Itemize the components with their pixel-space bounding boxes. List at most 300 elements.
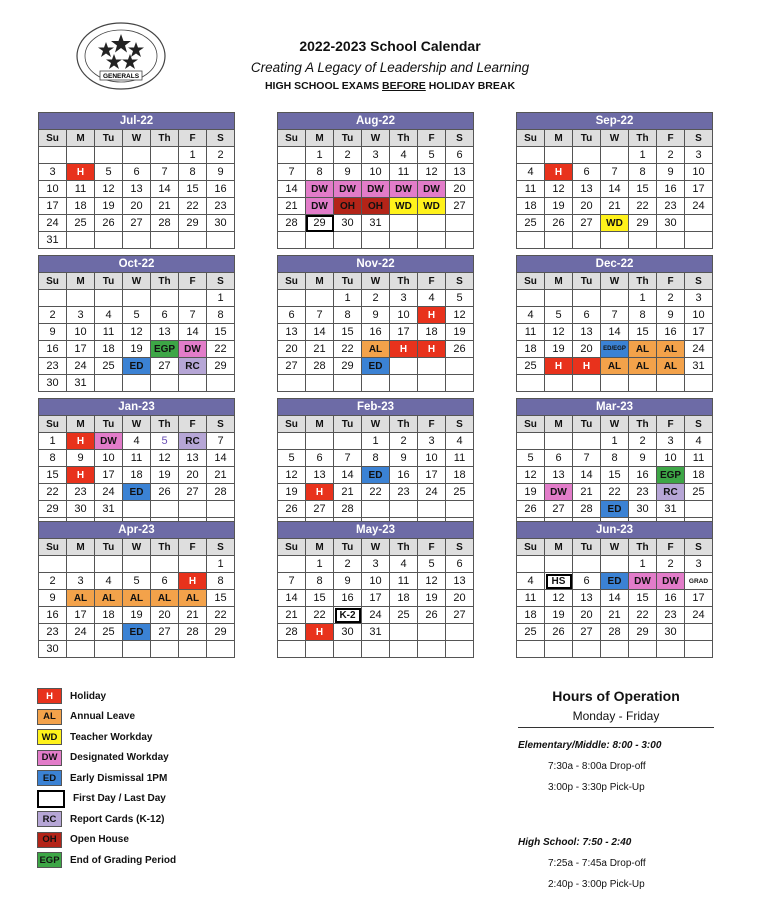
calendar-day: 18 <box>446 467 474 484</box>
calendar-day: 27 <box>446 198 474 215</box>
legend-item <box>37 727 176 748</box>
calendar-day: 7 <box>151 164 179 181</box>
calendar-empty-cell <box>123 375 151 392</box>
calendar-day: 7 <box>334 450 362 467</box>
calendar-day: 28 <box>151 215 179 232</box>
calendar-day: 8 <box>207 307 235 324</box>
calendar-day: 5 <box>418 556 446 573</box>
calendar-day: 14 <box>334 467 362 484</box>
legend-swatch: EGP <box>37 852 62 868</box>
calendar-day-h: H <box>545 358 573 375</box>
calendar-day-dw: DW <box>362 181 390 198</box>
calendar-day: 12 <box>545 324 573 341</box>
calendar-empty-cell <box>545 147 573 164</box>
calendar-day: 23 <box>657 607 685 624</box>
calendar-empty-cell <box>306 641 334 658</box>
calendar-day: 4 <box>418 290 446 307</box>
calendar-day: 27 <box>278 358 306 375</box>
calendar-day-dw: DW <box>95 433 123 450</box>
calendar-day: 21 <box>278 607 306 624</box>
calendar-day: 4 <box>517 164 545 181</box>
calendar-day: 30 <box>657 215 685 232</box>
calendar-empty-cell <box>151 641 179 658</box>
calendar-day-ed: ED <box>123 484 151 501</box>
weekday-label: S <box>685 416 713 433</box>
calendar-day-h: H <box>573 358 601 375</box>
calendar-empty-cell <box>67 232 95 249</box>
calendar-day: 17 <box>39 198 67 215</box>
calendar-day: 8 <box>629 164 657 181</box>
calendar-day: 29 <box>39 501 67 518</box>
calendar-empty-cell <box>362 375 390 392</box>
calendar-empty-cell <box>151 232 179 249</box>
calendar-day: 6 <box>446 147 474 164</box>
calendar-day: 21 <box>207 467 235 484</box>
month-title: Oct-22 <box>39 256 235 273</box>
legend-label: Holiday <box>70 690 107 702</box>
calendar-day: 24 <box>418 484 446 501</box>
calendar-day: 21 <box>306 341 334 358</box>
weekday-label: Tu <box>334 273 362 290</box>
month-title: Aug-22 <box>278 113 474 130</box>
calendar-empty-cell <box>418 501 446 518</box>
weekday-label: Su <box>278 273 306 290</box>
calendar-day: 31 <box>657 501 685 518</box>
calendar-day: 13 <box>278 324 306 341</box>
calendar-day-h: H <box>67 467 95 484</box>
high-school-pickup: 2:40p - 3:00p Pick-Up <box>548 879 645 890</box>
legend-label: Designated Workday <box>70 752 169 764</box>
calendar-day-h: H <box>67 433 95 450</box>
calendar-empty-cell <box>601 147 629 164</box>
calendar-empty-cell <box>334 232 362 249</box>
calendar-day: 21 <box>334 484 362 501</box>
calendar-empty-cell <box>334 375 362 392</box>
weekday-label: Tu <box>573 539 601 556</box>
calendar-day: 6 <box>573 164 601 181</box>
calendar-day: 22 <box>207 607 235 624</box>
calendar-day: 30 <box>39 641 67 658</box>
calendar-day-h: H <box>418 307 446 324</box>
calendar-day-oh: OH <box>334 198 362 215</box>
weekday-label: Tu <box>334 539 362 556</box>
month-calendar-dec-22 <box>516 255 713 392</box>
calendar-day: 4 <box>123 433 151 450</box>
legend <box>37 686 176 871</box>
weekday-label: F <box>179 273 207 290</box>
calendar-empty-cell <box>573 556 601 573</box>
calendar-day: 17 <box>95 467 123 484</box>
calendar-day: 25 <box>390 607 418 624</box>
weekday-label: Su <box>517 539 545 556</box>
calendar-day: 7 <box>278 164 306 181</box>
calendar-empty-cell <box>334 641 362 658</box>
calendar-empty-cell <box>446 375 474 392</box>
calendar-day: 23 <box>39 624 67 641</box>
weekday-label: S <box>446 273 474 290</box>
calendar-empty-cell <box>278 290 306 307</box>
calendar-empty-cell <box>362 501 390 518</box>
calendar-day: 26 <box>446 341 474 358</box>
calendar-day-ed: ED <box>123 624 151 641</box>
weekday-label: Su <box>517 416 545 433</box>
calendar-day-dw: DW <box>629 573 657 590</box>
calendar-day: 3 <box>362 147 390 164</box>
calendar-day: 28 <box>278 624 306 641</box>
calendar-day: 21 <box>179 607 207 624</box>
calendar-day: 18 <box>95 607 123 624</box>
calendar-day: 7 <box>601 307 629 324</box>
legend-item <box>37 789 176 810</box>
calendar-empty-cell <box>657 375 685 392</box>
weekday-label: Th <box>390 539 418 556</box>
calendar-day: 18 <box>95 341 123 358</box>
calendar-day: 27 <box>545 501 573 518</box>
calendar-day: 27 <box>446 607 474 624</box>
weekday-label: M <box>67 273 95 290</box>
calendar-day: 2 <box>39 307 67 324</box>
calendar-day: 8 <box>362 450 390 467</box>
calendar-empty-cell <box>685 624 713 641</box>
weekday-label: M <box>67 539 95 556</box>
calendar-empty-cell <box>545 433 573 450</box>
calendar-day: 14 <box>573 467 601 484</box>
calendar-day: 30 <box>334 624 362 641</box>
calendar-day: 19 <box>545 607 573 624</box>
calendar-empty-cell <box>123 147 151 164</box>
calendar-empty-cell <box>207 501 235 518</box>
calendar-empty-cell <box>362 232 390 249</box>
calendar-empty-cell <box>446 501 474 518</box>
calendar-empty-cell <box>95 147 123 164</box>
weekday-label: W <box>362 539 390 556</box>
calendar-day-rc: RC <box>179 358 207 375</box>
calendar-day-h: H <box>306 624 334 641</box>
calendar-day: 4 <box>517 307 545 324</box>
calendar-empty-cell <box>306 433 334 450</box>
calendar-day: 6 <box>123 164 151 181</box>
weekday-label: Th <box>629 416 657 433</box>
calendar-day: 12 <box>151 450 179 467</box>
weekday-label: M <box>67 130 95 147</box>
calendar-empty-cell <box>517 433 545 450</box>
weekday-label: F <box>657 130 685 147</box>
weekday-label: Su <box>39 130 67 147</box>
calendar-day: 17 <box>685 590 713 607</box>
calendar-empty-cell <box>545 556 573 573</box>
calendar-day: 3 <box>657 433 685 450</box>
calendar-empty-cell <box>390 624 418 641</box>
calendar-day: 21 <box>151 198 179 215</box>
calendar-empty-cell <box>151 375 179 392</box>
weekday-label: M <box>545 539 573 556</box>
calendar-day: 13 <box>573 590 601 607</box>
calendar-day: 22 <box>39 484 67 501</box>
weekday-label: S <box>685 273 713 290</box>
calendar-empty-cell <box>362 641 390 658</box>
calendar-day-al: AL <box>67 590 95 607</box>
calendar-day: 19 <box>418 590 446 607</box>
calendar-day: 25 <box>685 484 713 501</box>
calendar-day: 13 <box>446 573 474 590</box>
calendar-day: 31 <box>67 375 95 392</box>
month-calendar-apr-23 <box>38 521 235 658</box>
weekday-label: W <box>123 539 151 556</box>
calendar-day: 20 <box>446 181 474 198</box>
calendar-day: 17 <box>390 324 418 341</box>
calendar-day: 20 <box>573 607 601 624</box>
calendar-day: 19 <box>123 341 151 358</box>
legend-label: Annual Leave <box>70 711 136 723</box>
calendar-day: 9 <box>657 164 685 181</box>
calendar-day: 28 <box>278 215 306 232</box>
calendar-day-hs: HS <box>545 573 573 590</box>
calendar-day: 21 <box>573 484 601 501</box>
calendar-day: 16 <box>390 467 418 484</box>
calendar-day: 28 <box>207 484 235 501</box>
calendar-empty-cell <box>545 232 573 249</box>
calendar-day: 7 <box>601 164 629 181</box>
calendar-day: 30 <box>67 501 95 518</box>
legend-swatch: RC <box>37 811 62 827</box>
calendar-day: 12 <box>278 467 306 484</box>
calendar-day: 14 <box>306 324 334 341</box>
calendar-day: 5 <box>123 573 151 590</box>
calendar-empty-cell <box>418 215 446 232</box>
calendar-day: 22 <box>629 198 657 215</box>
weekday-label: M <box>306 273 334 290</box>
calendar-empty-cell <box>601 375 629 392</box>
calendar-empty-cell <box>207 375 235 392</box>
calendar-day: 5 <box>446 290 474 307</box>
calendar-day: 18 <box>517 607 545 624</box>
calendar-empty-cell <box>545 375 573 392</box>
calendar-day-al: AL <box>123 590 151 607</box>
calendar-day-egp: EGP <box>657 467 685 484</box>
calendar-day: 10 <box>67 324 95 341</box>
legend-swatch: DW <box>37 750 62 766</box>
calendar-empty-cell <box>446 358 474 375</box>
calendar-day: 8 <box>629 307 657 324</box>
calendar-day-h: H <box>545 164 573 181</box>
calendar-day: 8 <box>306 164 334 181</box>
calendar-day: 15 <box>334 324 362 341</box>
calendar-day: 16 <box>39 607 67 624</box>
calendar-day: 15 <box>207 590 235 607</box>
calendar-day: 15 <box>629 181 657 198</box>
calendar-day: 5 <box>517 450 545 467</box>
calendar-empty-cell <box>545 641 573 658</box>
calendar-day: 20 <box>573 341 601 358</box>
calendar-day: 19 <box>517 484 545 501</box>
calendar-empty-cell <box>39 147 67 164</box>
calendar-day-ed: ED <box>601 501 629 518</box>
calendar-day: 27 <box>179 484 207 501</box>
calendar-day-al: AL <box>657 358 685 375</box>
calendar-empty-cell <box>418 641 446 658</box>
calendar-day: 2 <box>39 573 67 590</box>
calendar-empty-cell <box>601 290 629 307</box>
calendar-day: 20 <box>151 607 179 624</box>
calendar-day: 20 <box>123 198 151 215</box>
calendar-day: 23 <box>390 484 418 501</box>
month-calendar-sep-22 <box>516 112 713 249</box>
calendar-empty-cell <box>151 556 179 573</box>
calendar-day: 2 <box>657 556 685 573</box>
calendar-day: 12 <box>446 307 474 324</box>
calendar-day: 4 <box>390 147 418 164</box>
weekday-label: Su <box>278 416 306 433</box>
calendar-day: 8 <box>334 307 362 324</box>
calendar-empty-cell <box>95 232 123 249</box>
calendar-day: 7 <box>573 450 601 467</box>
calendar-day: 31 <box>362 624 390 641</box>
calendar-day: 27 <box>151 358 179 375</box>
calendar-day: 9 <box>390 450 418 467</box>
weekday-label: Tu <box>334 416 362 433</box>
calendar-day: 17 <box>362 590 390 607</box>
calendar-day: 14 <box>151 181 179 198</box>
weekday-label: Tu <box>573 416 601 433</box>
calendar-day: 24 <box>362 607 390 624</box>
weekday-label: M <box>306 539 334 556</box>
calendar-empty-cell <box>685 501 713 518</box>
calendar-day: 9 <box>67 450 95 467</box>
calendar-empty-cell <box>573 290 601 307</box>
calendar-empty-cell <box>573 641 601 658</box>
calendar-day: 12 <box>123 324 151 341</box>
calendar-empty-cell <box>334 433 362 450</box>
weekday-label: S <box>207 416 235 433</box>
calendar-day: 25 <box>517 358 545 375</box>
calendar-day: 5 <box>123 307 151 324</box>
weekday-label: M <box>545 416 573 433</box>
calendar-day: 2 <box>334 147 362 164</box>
calendar-empty-cell <box>151 290 179 307</box>
calendar-empty-cell <box>685 215 713 232</box>
calendar-day-al: AL <box>601 358 629 375</box>
weekday-label: S <box>446 130 474 147</box>
calendar-day: 19 <box>123 607 151 624</box>
logo-text: GENERALS <box>102 73 140 80</box>
weekday-label: Th <box>151 273 179 290</box>
calendar-day-al: AL <box>95 590 123 607</box>
calendar-day: 25 <box>67 215 95 232</box>
calendar-day: 6 <box>278 307 306 324</box>
weekday-label: Su <box>517 130 545 147</box>
calendar-day: 18 <box>517 198 545 215</box>
weekday-label: W <box>123 416 151 433</box>
calendar-day: 1 <box>39 433 67 450</box>
weekday-label: Tu <box>334 130 362 147</box>
legend-swatch: OH <box>37 832 62 848</box>
calendar-empty-cell <box>278 147 306 164</box>
calendar-day: 11 <box>390 573 418 590</box>
calendar-day: 8 <box>601 450 629 467</box>
calendar-day: 2 <box>334 556 362 573</box>
calendar-day: 6 <box>151 573 179 590</box>
calendar-empty-cell <box>629 375 657 392</box>
calendar-day: 17 <box>418 467 446 484</box>
calendar-day: 30 <box>207 215 235 232</box>
calendar-day: 19 <box>95 198 123 215</box>
weekday-label: Su <box>39 273 67 290</box>
legend-label: Open House <box>70 834 129 846</box>
calendar-day: 1 <box>179 147 207 164</box>
calendar-day: 11 <box>446 450 474 467</box>
calendar-day: 16 <box>657 181 685 198</box>
calendar-empty-cell <box>418 375 446 392</box>
month-calendar-nov-22 <box>277 255 474 392</box>
weekday-label: S <box>685 130 713 147</box>
calendar-day: 11 <box>67 181 95 198</box>
calendar-day: 24 <box>67 358 95 375</box>
month-title: Feb-23 <box>278 399 474 416</box>
calendar-empty-cell <box>685 375 713 392</box>
calendar-day: 10 <box>685 164 713 181</box>
calendar-day-al: AL <box>657 341 685 358</box>
calendar-empty-cell <box>390 232 418 249</box>
calendar-empty-cell <box>545 290 573 307</box>
weekday-label: W <box>362 416 390 433</box>
elementary-pickup: 3:00p - 3:30p Pick-Up <box>548 782 645 793</box>
calendar-day-h: H <box>306 484 334 501</box>
calendar-empty-cell <box>278 232 306 249</box>
calendar-day: 5 <box>278 450 306 467</box>
calendar-day: 7 <box>278 573 306 590</box>
calendar-empty-cell <box>390 215 418 232</box>
calendar-day-al: AL <box>362 341 390 358</box>
calendar-day: 27 <box>306 501 334 518</box>
calendar-day: 26 <box>545 215 573 232</box>
weekday-label: Th <box>390 416 418 433</box>
calendar-day: 15 <box>306 590 334 607</box>
weekday-label: W <box>123 130 151 147</box>
calendar-day: 12 <box>517 467 545 484</box>
calendar-empty-cell <box>573 232 601 249</box>
calendar-day: 8 <box>39 450 67 467</box>
calendar-day: 6 <box>545 450 573 467</box>
calendar-day: 27 <box>151 624 179 641</box>
calendar-day: 10 <box>95 450 123 467</box>
month-calendar-jul-22 <box>38 112 235 249</box>
calendar-empty-cell <box>95 290 123 307</box>
weekday-label: W <box>601 273 629 290</box>
calendar-empty-cell <box>306 232 334 249</box>
calendar-empty-cell <box>573 433 601 450</box>
calendar-day: 22 <box>306 607 334 624</box>
hours-days: Monday - Friday <box>518 709 714 728</box>
calendar-empty-cell <box>446 624 474 641</box>
high-school-dropoff: 7:25a - 7:45a Drop-off <box>548 858 646 869</box>
calendar-day: 8 <box>306 573 334 590</box>
calendar-empty-cell <box>418 232 446 249</box>
month-calendar-feb-23 <box>277 398 474 535</box>
calendar-empty-cell <box>517 375 545 392</box>
calendar-day: 30 <box>334 215 362 232</box>
calendar-empty-cell <box>179 375 207 392</box>
weekday-label: F <box>657 539 685 556</box>
calendar-empty-cell <box>390 358 418 375</box>
calendar-day: 6 <box>151 307 179 324</box>
weekday-label: S <box>207 539 235 556</box>
weekday-label: Su <box>39 539 67 556</box>
weekday-label: W <box>362 273 390 290</box>
legend-swatch: ED <box>37 770 62 786</box>
calendar-empty-cell <box>573 147 601 164</box>
weekday-label: F <box>657 416 685 433</box>
calendar-day: 25 <box>517 624 545 641</box>
